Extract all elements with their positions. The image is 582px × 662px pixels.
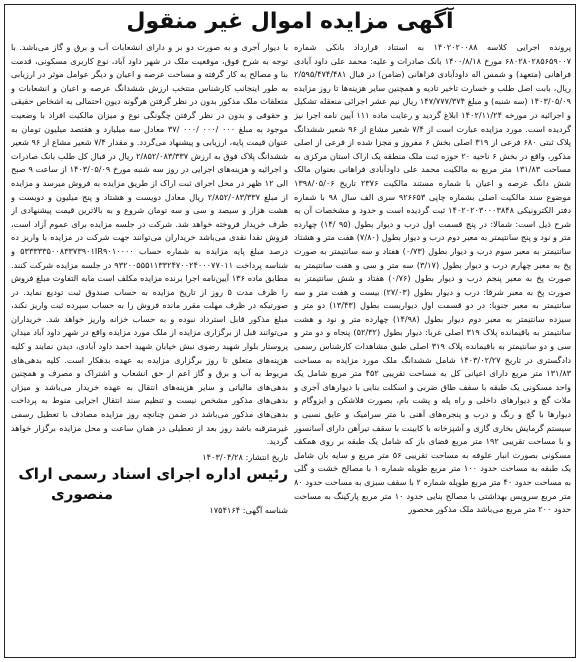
publish-date — [11, 451, 288, 464]
ad-number-label: شناسه آگهی: — [242, 504, 288, 515]
left-column-text: با دیوار آجری و به صورت دو بر و دارای انشعابات آب و برق و گاز می‌باشد. با توجه به شرح فوق، موقعیت ملک در شهر داود آباد، نوع کاربری مسکونی، قدمت بنا و مصالح به کار گرفته و مساحت عرصه و اعیان و دیگر عوامل موثر در ارزیابی به طور اینجانب کارشناس منتخب ارزش ششدانگ عرصه و اعیان و انشعابات و متعلقات ملک مذکور بدون در نظر گرفتن هرگونه دیون احتمالی به اشخاص حقیقی و حقوقی و بدون در نظر گرفتن چگونگی نوع و میزان مالکیت افراد با وضعیت موجود به مبلغ ۰۰۰ /۰۰۰ /۰۰۰ /۳۷ معادل سه میلیارد و هفتصد میلیون تومان به عنوان قیمت پایه، ارزیابی و پیشنهاد می‌گردد. و مقدار ۷/۴ شعیر مشاع از ۹۶ شعیر ششدانگ پلاک فوق به ارزش ۲/۸۵۲/۰۸۳/۳۳۷ ریال در قبال کل طلب بانک صادرات و اجرائیه و هزینه‌های اجرایی در روز سه شنبه مورخ ۱۴۰۳/۰۵/۰۹ از ساعت ۹ صبح الی ۱۲ ظهر در محل اجرای ثبت اراک از طریق مزایده به فروش میرسد و مزایده از مبلغ ۲/۸۵۲/۰۸۳/۳۳۷ ریال معادل دویست و هشتاد و پنج میلیون و دویست و هشت هزار و سیصد و سی و سه تومان شروع و به بالاترین قیمت پیشنهادی از طرف خریدار فروخته خواهد شد. شرکت در جلسه مزایده برای عموم آزاد است، فروش نقدا نقدی می‌باشد خریداران می‌توانند جهت شرکت در مزایده با واریز ده درصد مبلغ پایه مزایده به شماره حساب ۵۳۳۳۳۳۵۰۰۸۳۳۷۳۹۰۱IR۹۰۱۰۰۰۰ و شناسه پرداخت ۹۳۲۰۰۵۵۵۱۱۳۳۲۴۷۰۰۲۴۰۰۰۷۷۰۱۱ در جلسه مزایده شرکت کنند. مطابق ماده ۱۳۶ آیین‌نامه اجرا برنده مزایده مکلف است مابه التفاوت مبلغ فروش را ظرف مدت ۵ روز از تاریخ مزایده به حساب صندوق ثبت تودیع نماید. در صورتیکه در ظرف مهلت مقرر مانده فروش را به حساب سپرده ثبت واریز نکند، مبلغ مذکور قابل استرداد نبوده و به حساب خزانه واریز خواهد شد. خریداران می‌توانند قبل از برگزاری مزایده از ملک مورد مزایده واقع در شهر داود آباد میدان پروستار بلوار شهید رضوی نبش خیابان شهید احمد داود آبادی، دیدن نمایند و کلیه هزینه‌های متعلق تا روز برگزاری مزایده به عهده بدهکار است. کلیه بدهی‌های مربوط به آب و برق و گاز اعم از حق انشعاب و اشتراک و مصرف و همچنین بدهی‌های مالیاتی و سایر هزینه‌های انتقال به عهده خریدار می‌باشد و میزان بدهی‌های مذکور مشخص نیست و تنظیم سند انتقال اجرایی منوط به پرداخت بدهی‌های مذکور می‌باشد در ضمن چنانچه روز مزایده مصادف با تعطیل رسمی غیرمترقبه باشد روز بعد از تعطیلی در همان ساعت و محل مزایده برگزار خواهد گردید. — [11, 42, 288, 447]
notice-frame — [4, 4, 576, 658]
publish-date-value: ۱۴۰۳/۰۴/۲۸ — [202, 451, 243, 462]
notice-footer — [11, 451, 288, 517]
right-column — [294, 41, 571, 653]
ad-number — [11, 504, 288, 517]
right-column-text: پرونده اجرایی کلاسه ۱۴۰۲۰۲۰۰۸۸ به استناد قرارداد بانکی شماره ۶۸۰۲۸۰۲۸۵۶۵۹۰۰۷ مورخ ۱۴۰۰/۸/۱۸ بانک صادرات و علیه: محمد علی داود آبادی فراهانی (متعهد) و شمس اله داودآبادی فراهانی (ضامن) در قبال ۲/۵۹۵/۴۷۴/۴۸۱ ریال، بابت اصل طلب و خسارت تاخیر تادیه و همچنین سایر هزینه‌ها تا روز مزایده ۱۴۰۳/۰۵/۰۹ (سه شنبه) و مبلغ ۱۴۷/۷۷۷/۳۷۴ ریال نیم عشر اجرائی منعقله تشکیل و اجرائیه در مورخه ۱۴۰۲/۱۱/۲۴ ابلاغ گردید و رعایت ماده ۱۱۱ آیین نامه اجرا نیز گردیده است. مورد مزایده عبارت است از ۷/۴ شعیر مشاع از ۹۶ شعیر ششدانگ پلاک ثبتی ۶۸۰ فرعی از ۳۱۹ اصلی بخش ۶ مفروز و مجزا شده از فرعی از اصلی مذکور، واقع در بخش ۶ ناحیه ۲۰ حوزه ثبت ملک منطقه یک اراک استان مرکزی به مساحت ۱۳۱/۸۳ متر مربع به مالکیت محمد علی داودآبادی فراهانی بعنوان مالک شش دانگ عرصه و اعیان با شماره مستند مالکیت ۲۳۷۶ تاریخ ۱۳۹۸/۰۵/۰۶ موضوع سند مالکیت اصلی بشماره چاپی ۹۲۶۶۵۳ سری الف سال ۹۸ با شماره دفتر الکترونیکی ۱۴۰۲۰۲۰۳۰۰۰۳۸۴۸ ثبت گردیده است و حدود و مشخصات آن به شرح ذیل است: شمالا: در پنج قسمت اول درب و دیوار بطول (۹۵ /۱۴) چهارده متر و نود و پنج سانتیمتر به معبر دوم درب و دیوار بطول (۷/۸۰) هفت متر و هشتاد سانتیمتر به معبر سوم درب و دیوار بطول (۰/۷۳) هفتاد و سه سانتیمتر به صورت پخ به معبر چهارم درب و دیوار بطول (۳/۱۷) سه متر و سی و هفت سانتیمتر به صورت پخ به معبر پنجم درب و دیوار بطول (۰/۷۶) هفتاد و شش سانتیمتر به صورت پخ به معبر شرقا: درب و دیوار بطول (۲۷/۰۳) بیست و هفت متر و سه سانتیمتر به معبر جنوبا: در دو قسمت اول دیواربست بطول (۱۳/۴۳) دو متر و سیزده سانتیمتر به معبر دوم دیوار بطول (۱۴/۹۸) چهارده متر و نود و هشت سانتیمتر به باقیمانده پلاک ۳۱۹ اصلی غربا: دیوار بطول (۵۲/۳۲) پنجاه و دو متر و سی و دو سانتیمتر به باقیمانده پلاک ۳۱۹ اصلی طبق مشاهدات کارشناس رسمی دادگستری در تاریخ ۱۴۰۳/۰۲/۲۷ شامل ششدانگ ملک مورد مزایده به مساحت ۱۳۱/۸۳ متر مربع دارای اعیانی کل به مساحت تقریبی ۴۵۲ متر مربع شامل یک واحد مسکونی یک طبقه با سقف طاق ضربی و اسکلت بنایی با دیوارهای آجری و ملات گچ و دیوارهای داخلی و راه پله و پشت بام، بصورت فلاشکن و ایزوگام و دیوارها با گچ و رنگ و درب و پنجره‌های آهنی با متر سرامیک و عایق نسبی و سیستم گرمایش بخاری گازی و آشپزخانه با کابینت با سقف تیرآهن دارای آسانسور و با مساحت تقریبی ۱۹۲ متر مربع فضای باز که شامل یک طبقه بر روی همکف مسکونی بصورت انبار علوفه به مساحت تقریبی ۵۶ متر مربع و سایه بان شامل یک طبقه به مساحت حدود ۱۰۰ متر مربع طویله شماره ۱ با مصالح خشت و گلی به مساحت حدود ۴۰ متر مربع طویله شماره ۲ با سقف سبزی به مساحت حدود ۸۰ متر مربع سرویس بهداشتی با مصالح بنایی حدود ۱۰ متر مربع پارکینگ به مساحت حدود ۲۰۰ متر مربع می‌باشد ملک مذکور محصور — [294, 42, 571, 515]
signature-name: منصوری — [51, 484, 113, 503]
signature-title: رئیس اداره اجرای اسناد رسمی اراک — [18, 464, 288, 483]
left-column — [11, 41, 288, 653]
ad-number-value: ۱۷۵۴۱۶۴ — [209, 504, 241, 515]
notice-title: آگهی مزایده اموال غیر منقول — [126, 9, 454, 34]
publish-date-label: تاریخ انتشار: — [245, 451, 288, 462]
notice-columns — [11, 41, 571, 653]
